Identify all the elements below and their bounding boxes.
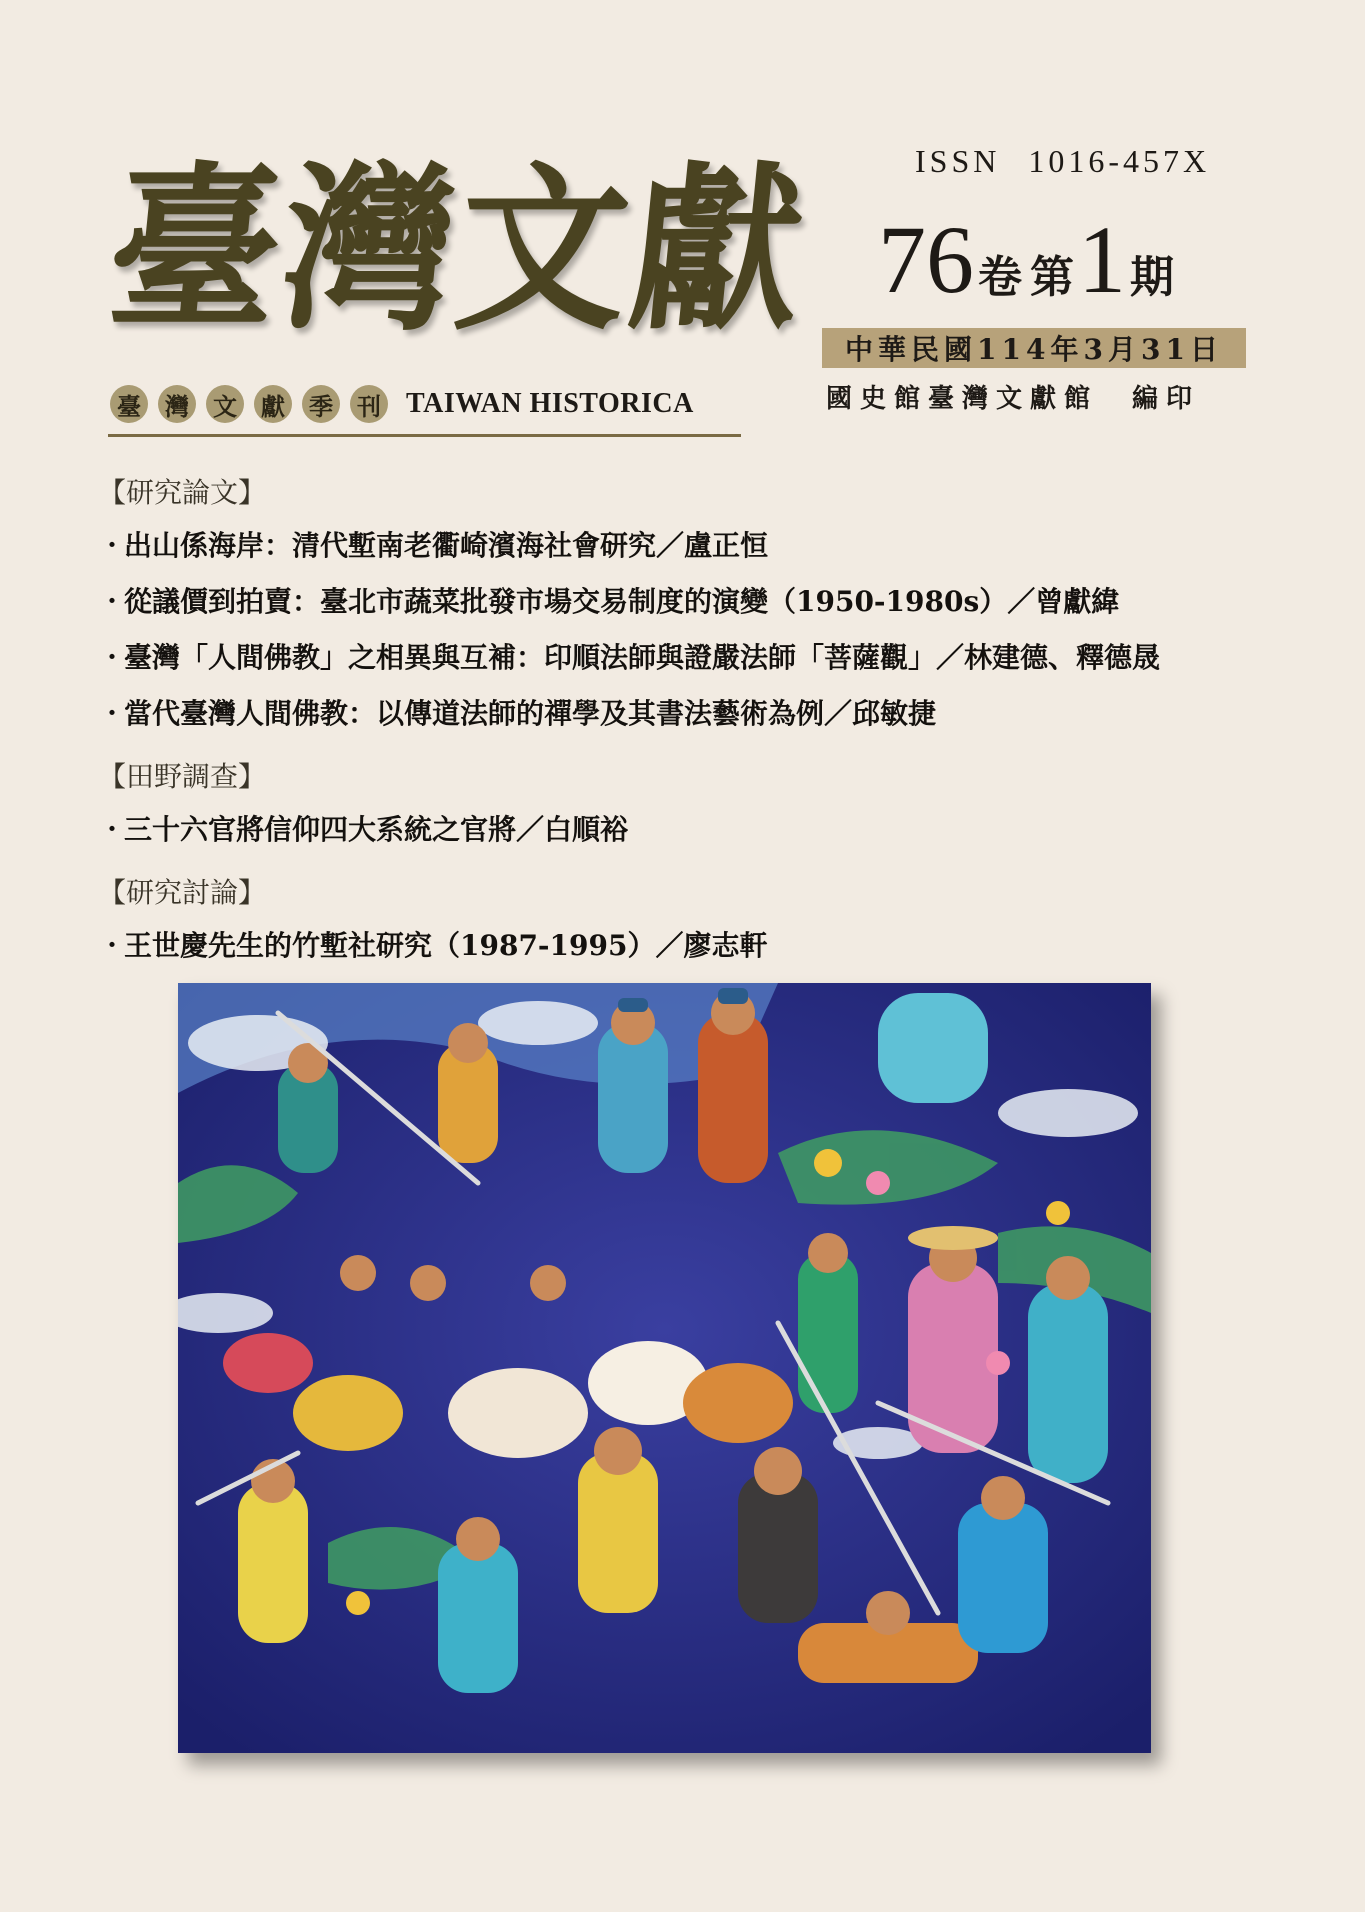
toc-item[interactable] xyxy=(98,802,1298,858)
bullet: ・ xyxy=(98,813,127,846)
section-heading-discussion: 【研究討論】 xyxy=(98,876,267,909)
bullet: ・ xyxy=(98,585,127,618)
publication-date: 中華民國114年3月31日 xyxy=(822,328,1246,368)
subtitle-seal-3: 文 xyxy=(206,385,244,423)
subtitle-row xyxy=(110,385,694,423)
section-heading-research: 【研究論文】 xyxy=(98,476,267,509)
ceramic-warrior-figures-photo-icon xyxy=(178,983,1151,1753)
issue-unit: 期 xyxy=(1130,252,1174,303)
bullet: ・ xyxy=(98,641,127,674)
toc-item[interactable] xyxy=(98,518,1298,574)
toc-item-text: 臺灣「人間佛教」之相異與互補：印順法師與證嚴法師「菩薩觀」／林建德、釋德晟 xyxy=(124,641,1161,674)
toc-item-text: 三十六官將信仰四大系統之官將／白順裕 xyxy=(124,813,629,846)
issue-prefix: 第 xyxy=(1030,252,1074,303)
journal-title-calligraphy: 臺灣文獻 xyxy=(99,145,817,355)
toc-item-text: 王世慶先生的竹塹社研究（1987-1995）／廖志軒 xyxy=(124,929,768,962)
toc-item[interactable] xyxy=(98,686,1298,742)
bullet: ・ xyxy=(98,697,127,730)
publisher: 國史館臺灣文獻館 編印 xyxy=(826,384,1201,414)
toc-item-text: 當代臺灣人間佛教：以傳道法師的禪學及其書法藝術為例／邱敏捷 xyxy=(124,697,937,730)
bullet: ・ xyxy=(98,929,127,962)
cover-photo xyxy=(178,983,1151,1753)
subtitle-seal-4: 獻 xyxy=(254,385,292,423)
issn-number: 1016-457X xyxy=(1028,143,1211,179)
toc-item[interactable] xyxy=(98,918,1298,974)
toc-item[interactable] xyxy=(98,630,1298,686)
volume-issue xyxy=(878,206,1178,313)
masthead-divider xyxy=(108,434,741,437)
subtitle-seal-5: 季 xyxy=(302,385,340,423)
bullet: ・ xyxy=(98,529,127,562)
issue-number: 1 xyxy=(1078,206,1126,313)
subtitle-seal-6: 刊 xyxy=(350,385,388,423)
masthead xyxy=(99,140,817,370)
subtitle-seal-2: 灣 xyxy=(158,385,196,423)
issn xyxy=(915,143,1210,180)
subtitle-seal-1: 臺 xyxy=(110,385,148,423)
english-title: TAIWAN HISTORICA xyxy=(406,388,694,419)
toc-item-text: 從議價到拍賣：臺北市蔬菜批發市場交易制度的演變（1950-1980s）／曾獻緯 xyxy=(124,585,1120,618)
section-heading-fieldwork: 【田野調查】 xyxy=(98,760,267,793)
toc-item[interactable] xyxy=(98,574,1298,630)
issn-label: ISSN xyxy=(915,143,1001,179)
volume-number: 76 xyxy=(878,206,974,313)
toc-item-text: 出山係海岸：清代塹南老衢崎濱海社會研究／盧正恒 xyxy=(124,529,769,562)
volume-unit: 卷 xyxy=(978,252,1022,303)
table-of-contents xyxy=(98,468,1298,974)
